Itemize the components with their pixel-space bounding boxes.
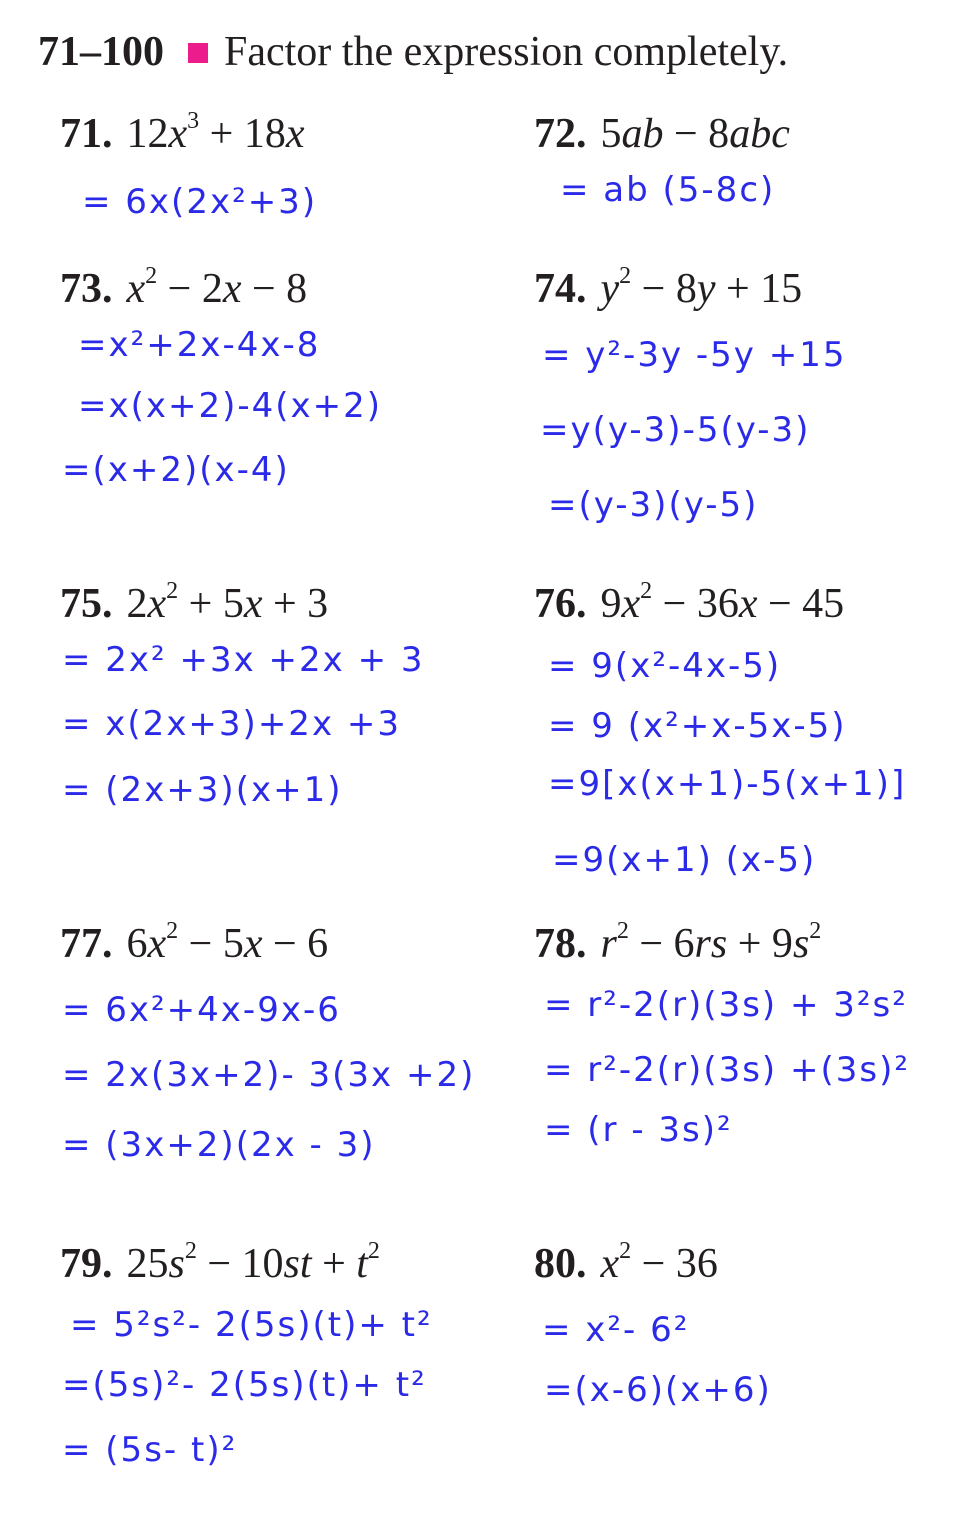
problem-number: 79. [60, 1241, 113, 1287]
problem-77 [60, 920, 328, 968]
handwritten-step: =(5s)²- 2(5s)(t)+ t² [62, 1365, 427, 1405]
problem-78 [534, 920, 821, 968]
problem-number: 72. [534, 111, 587, 157]
problem-expression: $25s^2 - 10st + t^2$ [126, 1238, 380, 1287]
problem-75 [60, 580, 328, 628]
handwritten-step: = 5²s²- 2(5s)(t)+ t² [70, 1305, 433, 1345]
problem-range: 71–100 [38, 29, 164, 75]
handwritten-step: =9(x+1) (x-5) [552, 840, 817, 880]
problem-expression: $9x^2 - 36x - 45$ [600, 578, 845, 627]
handwritten-step: = 6x²+4x-9x-6 [62, 990, 341, 1030]
magenta-square-bullet-icon [188, 43, 208, 63]
instruction-text: Factor the expression completely. [224, 29, 789, 75]
problem-73 [60, 265, 307, 313]
problem-expression: $2x^2 + 5x + 3$ [126, 578, 329, 627]
problem-expression: $x^2 - 36$ [600, 1238, 718, 1287]
problem-79 [60, 1240, 380, 1288]
handwritten-step: = (2x+3)(x+1) [62, 770, 343, 810]
problem-number: 73. [60, 266, 113, 312]
problem-expression: $r^2 - 6rs + 9s^2$ [600, 918, 822, 967]
handwritten-step: = 9 (x²+x-5x-5) [548, 706, 847, 746]
problem-number: 75. [60, 581, 113, 627]
problem-expression: $x^2 - 2x - 8$ [126, 263, 308, 312]
handwritten-step: = (3x+2)(2x - 3) [62, 1125, 376, 1165]
problem-expression: $y^2 - 8y + 15$ [600, 263, 803, 312]
handwritten-step: =(x+2)(x-4) [62, 450, 290, 490]
problem-80 [534, 1240, 718, 1288]
handwritten-step: =x(x+2)-4(x+2) [78, 386, 383, 426]
handwritten-step: =(x-6)(x+6) [544, 1370, 772, 1410]
handwritten-step: =(y-3)(y-5) [548, 485, 759, 525]
handwritten-step: =y(y-3)-5(y-3) [540, 410, 811, 450]
problem-number: 71. [60, 111, 113, 157]
handwritten-step: = 6x(2x²+3) [82, 182, 318, 222]
handwritten-step: = x²- 6² [542, 1310, 690, 1350]
handwritten-step: = y²-3y -5y +15 [542, 335, 847, 375]
problem-76 [534, 580, 844, 628]
problem-71 [60, 110, 305, 158]
problem-expression: $12x^3 + 18x$ [126, 108, 305, 157]
handwritten-step: = r²-2(r)(3s) +(3s)² [544, 1050, 910, 1090]
problem-number: 80. [534, 1241, 587, 1287]
problem-expression: $6x^2 - 5x - 6$ [126, 918, 329, 967]
problem-number: 77. [60, 921, 113, 967]
problem-number: 76. [534, 581, 587, 627]
handwritten-step: =x²+2x-4x-8 [78, 325, 321, 365]
handwritten-step: =9[x(x+1)-5(x+1)] [548, 764, 907, 804]
problem-number: 78. [534, 921, 587, 967]
problem-74 [534, 265, 802, 313]
handwritten-step: = 9(x²-4x-5) [548, 646, 782, 686]
handwritten-step: = r²-2(r)(3s) + 3²s² [544, 985, 908, 1025]
section-header [38, 28, 788, 76]
handwritten-step: = x(2x+3)+2x +3 [62, 704, 401, 744]
problem-number: 74. [534, 266, 587, 312]
problem-expression: 5ab − 8abc [600, 111, 790, 157]
handwritten-step: = ab (5-8c) [560, 170, 776, 210]
problem-72 [534, 110, 790, 158]
handwritten-step: = 2x² +3x +2x + 3 [62, 640, 425, 680]
handwritten-step: = (r - 3s)² [544, 1110, 733, 1150]
handwritten-step: = (5s- t)² [62, 1430, 238, 1470]
handwritten-step: = 2x(3x+2)- 3(3x +2) [62, 1055, 476, 1095]
